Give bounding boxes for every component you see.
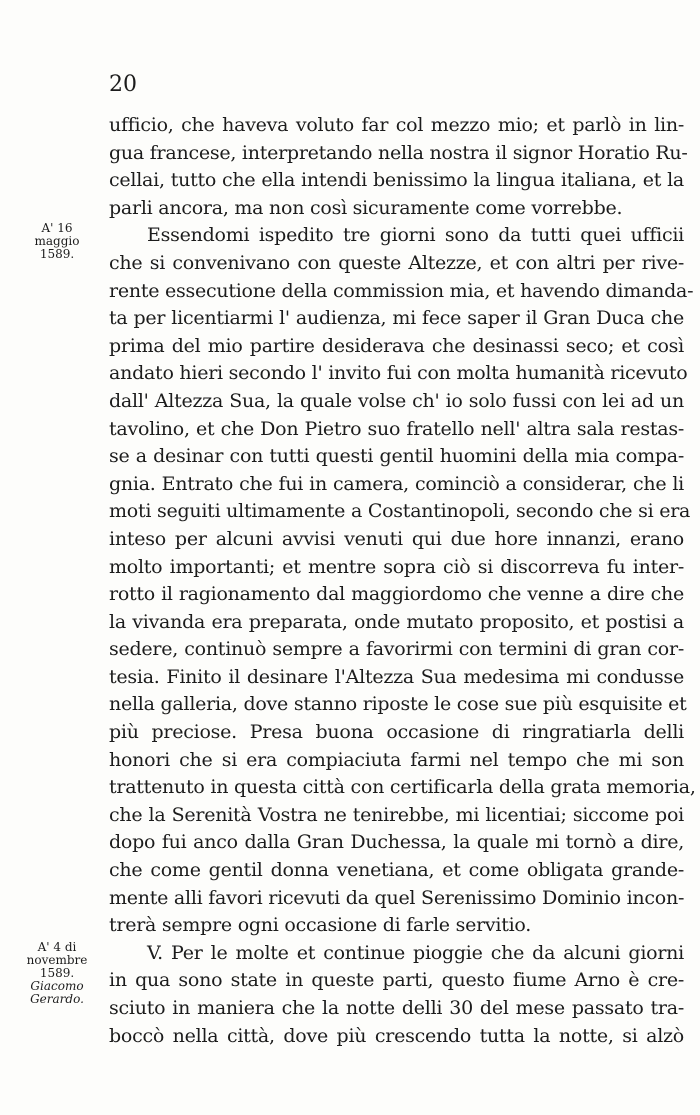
text-line: trattenuto in questa città con certificarla della grata memoria, — [109, 776, 696, 799]
text-line: rotto il ragionamento dal maggiordomo che venne a dire che — [109, 583, 684, 606]
text-line: Essendomi ispedito tre giorni sono da tutti quei ufficii — [147, 224, 684, 247]
margin-note-line: novembre — [26, 953, 88, 967]
text-line: in qua sono state in queste parti, questo fiume Arno è cre- — [109, 969, 684, 992]
text-line: sedere, continuò sempre a favorirmi con termini di gran cor- — [109, 638, 684, 661]
text-line: boccò nella città, dove più crescendo tutta la notte, si alzò — [109, 1024, 684, 1047]
text-line: gua francese, interpretando nella nostra il signor Horatio Ru- — [109, 141, 688, 164]
margin-note-author: Gerardo. — [30, 992, 84, 1006]
margin-note-author: Giacomo — [30, 979, 84, 993]
text-line: che si convenivano con queste Altezze, et con altri per rive- — [109, 251, 684, 274]
text-line: moti seguiti ultimamente a Costantinopoli, secondo che si era — [109, 500, 691, 523]
text-line: mente alli favori ricevuti da quel Serenissimo Dominio incon- — [109, 886, 685, 909]
text-line: ta per licentiarmi l' audienza, mi fece saper il Gran Duca che — [109, 307, 684, 330]
margin-note-line: A' 16 — [41, 221, 73, 235]
text-line: la vivanda era preparata, onde mutato proposito, et postisi a — [109, 610, 684, 633]
margin-note-line: maggio — [34, 234, 80, 248]
margin-note-date-1 — [14, 222, 100, 261]
text-line: ufficio, che haveva voluto far col mezzo mio; et parlò in lin- — [109, 114, 684, 136]
body-text — [109, 112, 696, 1050]
text-line: V. Per le molte et continue pioggie che da alcuni giorni — [147, 941, 684, 964]
text-line: trerà sempre ogni occasione di farle servitio. — [109, 914, 532, 937]
text-line: inteso per alcuni avvisi venuti qui due hore innanzi, erano — [109, 527, 684, 550]
text-line: più preciose. Presa buona occasione di ringratiarla delli — [109, 721, 684, 744]
text-line: sciuto in maniera che la notte delli 30 del mese passato tra- — [109, 997, 684, 1019]
margin-note-line: 1589. — [39, 247, 75, 261]
text-line: che la Serenità Vostra ne tenirebbe, mi licentiai; siccome poi — [109, 803, 684, 826]
text-line: molto importanti; et mentre sopra ciò si discorreva fu inter- — [109, 555, 684, 578]
margin-note-date-2 — [14, 941, 100, 1006]
text-line: prima del mio partire desiderava che desinassi seco; et così — [109, 334, 684, 357]
text-line: che come gentil donna venetiana, et come obligata grande- — [109, 859, 684, 882]
text-line: tavolino, et che Don Pietro suo fratello nell' altra sala restas- — [109, 417, 684, 440]
text-line: nella galleria, dove stanno riposte le cose sue più esquisite et — [109, 693, 687, 716]
page-number: 20 — [109, 72, 137, 97]
text-line: andato hieri secondo l' invito fui con molta humanità ricevuto — [109, 362, 688, 385]
text-line: dopo fui anco dalla Gran Duchessa, la quale mi tornò a dire, — [109, 831, 684, 854]
text-line: honori che si era compiaciuta farmi nel tempo che mi son — [109, 748, 684, 771]
text-line: tesia. Finito il desinare l'Altezza Sua medesima mi condusse — [109, 665, 684, 688]
text-line: rente essecutione della commission mia, et havendo dimanda- — [109, 279, 694, 302]
text-line: gnia. Entrato che fui in camera, cominciò a considerar, che li — [109, 472, 684, 495]
margin-note-line: A' 4 di — [37, 940, 77, 954]
text-line: dall' Altezza Sua, la quale volse ch' io solo fussi con lei ad un — [109, 389, 684, 412]
text-line: se a desinar con tutti questi gentil huomini della mia compa- — [109, 445, 684, 468]
margin-note-line: 1589. — [39, 966, 75, 980]
text-line: cellai, tutto che ella intendi benissimo la lingua italiana, et la — [109, 169, 684, 192]
text-line: parli ancora, ma non così sicuramente come vorrebbe. — [109, 196, 623, 219]
